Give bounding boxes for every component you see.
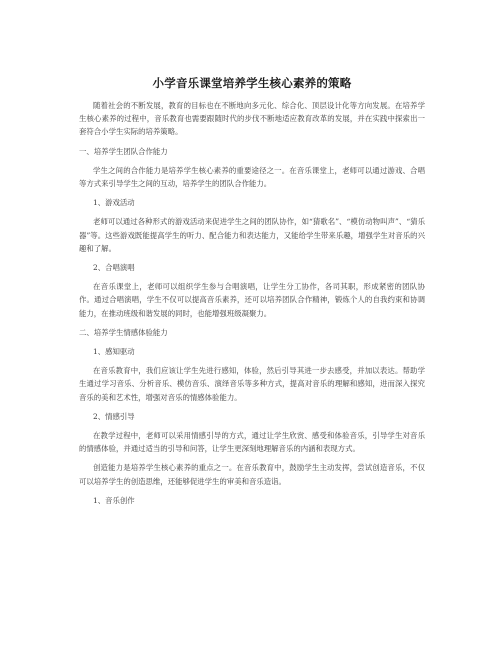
chorus-paragraph: 在音乐课堂上，老师可以组织学生参与合唱演唱，让学生分工协作，各司其职，形成紧密的团队协作。通过合唱演唱，学生不仅可以提高音乐素养，还可以培养团队合作精神，锻炼个人的自我约束和协调能力，在推动班级和谐发展的同时，也能增强班级凝聚力。: [79, 282, 425, 318]
section-heading-emotion: 二、培养学生情感体验能力: [79, 327, 168, 337]
creativity-paragraph: 创造能力是培养学生核心素养的重点之一。在音乐教育中，鼓励学生主动发挥，尝试创造音乐，不仅可以培养学生的创造思维，还能够促进学生的审美和音乐造诣。: [79, 463, 425, 486]
subheading-perception: 1、感知驱动: [93, 347, 135, 357]
document-page: [79, 76, 425, 513]
subheading-games: 1、游戏活动: [93, 198, 135, 208]
games-paragraph: 老师可以通过各种形式的游戏活动来促进学生之间的团队协作，如“猜歌名”、“模仿动物叫声”、“猜乐器”等。这些游戏既能提高学生的听力、配合能力和表达能力，又能给学生带来乐趣，增强学生对音乐的兴趣和了解。: [79, 217, 425, 253]
subheading-chorus: 2、合唱演唱: [93, 263, 135, 273]
section-heading-teamwork: 一、培养学生团队合作能力: [79, 146, 168, 156]
subheading-emotion-guidance: 2、情感引导: [93, 411, 135, 421]
intro-paragraph: 随着社会的不断发展，教育的目标也在不断地向多元化、综合化、顶层设计化等方向发展。在培养学生核心素养的过程中，音乐教育也需要跟随时代的步伐不断地适应教育改革的发展，并在实践中探索出一套符合小学生实际的培养策略。: [79, 101, 425, 137]
teamwork-paragraph: 学生之间的合作能力是培养学生核心素养的重要途径之一。在音乐课堂上，老师可以通过游戏、合唱等方式来引导学生之间的互动，培养学生的团队合作能力。: [79, 165, 425, 189]
emotion-guidance-paragraph: 在教学过程中，老师可以采用情感引导的方式，通过让学生欣赏、感受和体验音乐，引导学生对音乐的情感体验，并通过适当的引导和问答，让学生更深刻地理解音乐的内涵和表现方式。: [79, 431, 425, 454]
subheading-composition: 1、音乐创作: [93, 495, 135, 505]
document-title: 小学音乐课堂培养学生核心素养的策略: [152, 76, 352, 90]
perception-paragraph: 在音乐教育中，我们应该让学生先进行感知，体验，然后引导其进一步去感受，并加以表达。帮助学生通过学习音乐、分析音乐、模仿音乐、演绎音乐等多种方式，提高对音乐的理解和感知，进而深入探究音乐的美和艺术性，增强对音乐的情感体验能力。: [79, 366, 425, 402]
